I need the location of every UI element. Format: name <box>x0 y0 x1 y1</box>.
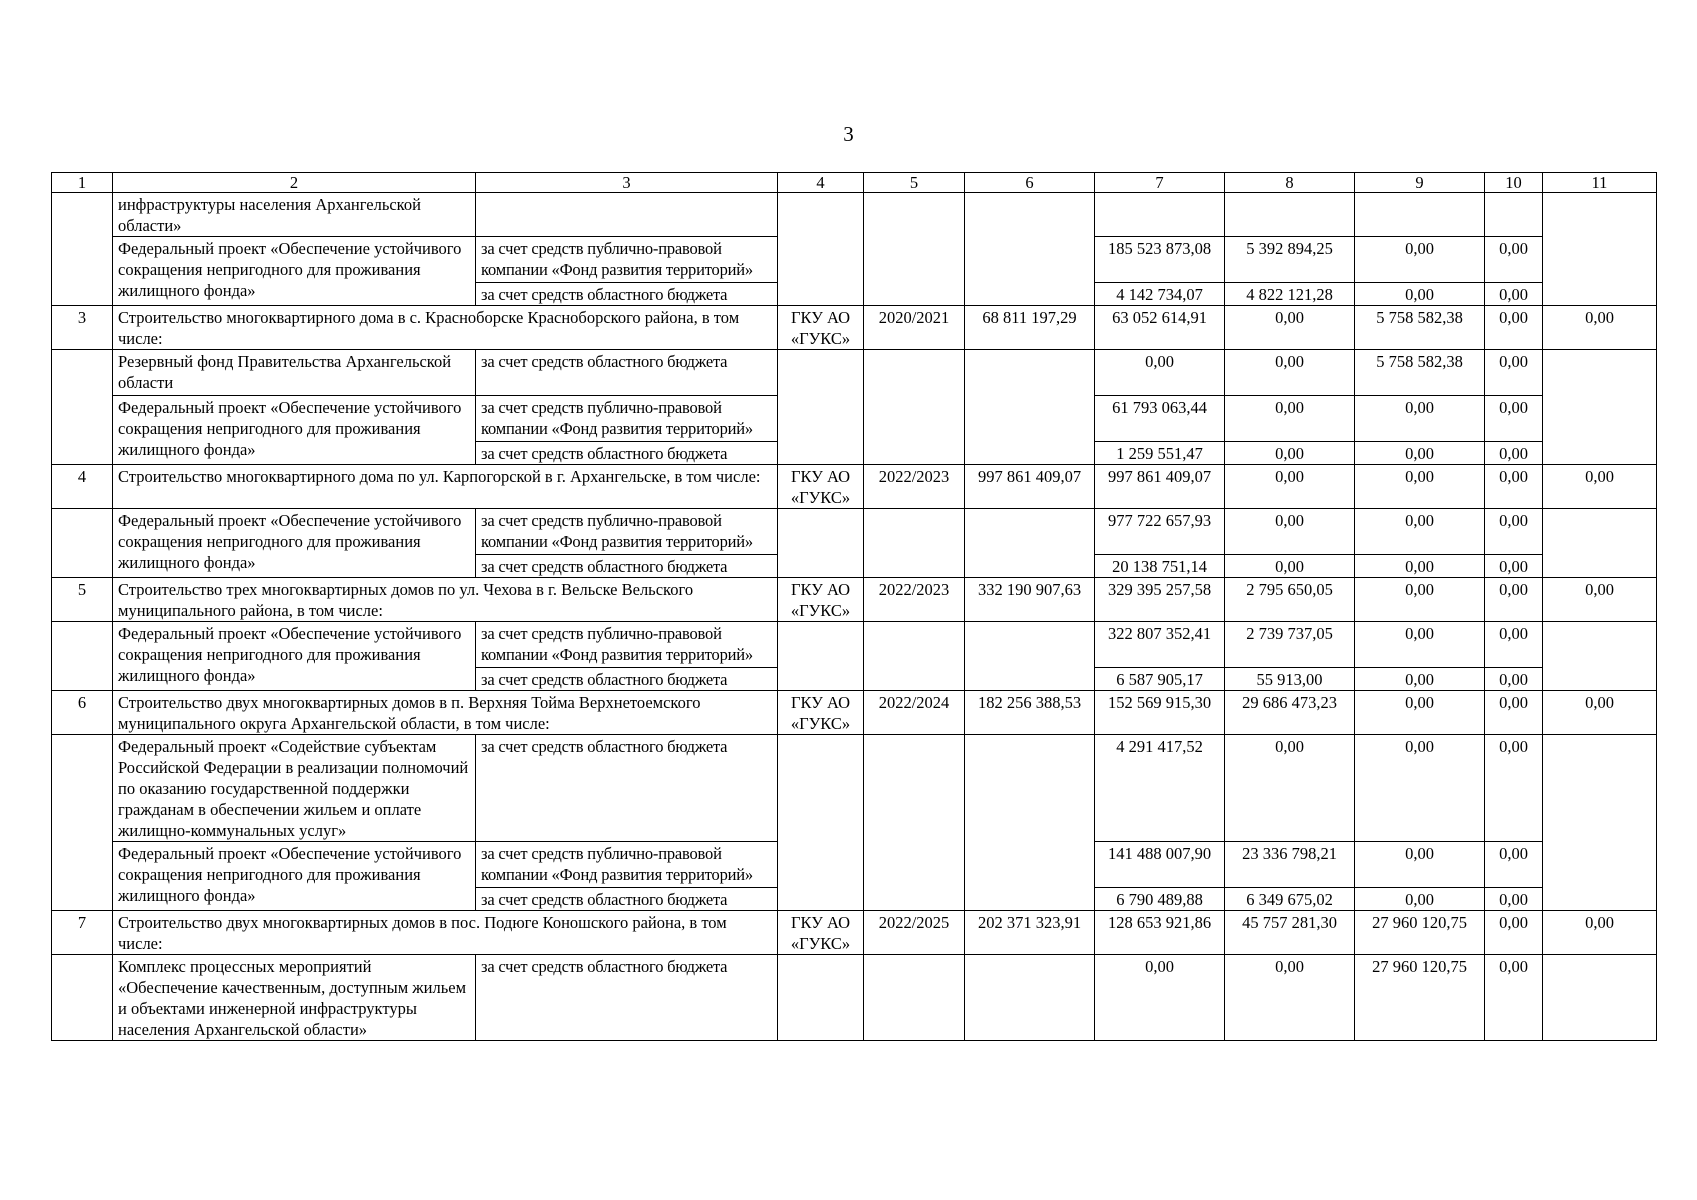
value-cell: 0,00 <box>1225 555 1355 578</box>
header-cell: 10 <box>1485 173 1543 193</box>
exec-cell <box>778 955 864 1041</box>
value-cell: 997 861 409,07 <box>1095 465 1225 509</box>
project-cell: Федеральный проект «Обеспечение устойчивого сокращения непригодного для проживания жилищного фонда» <box>113 509 476 578</box>
value-cell: 0,00 <box>1543 578 1657 622</box>
source-cell: за счет средств публично-правовой компании «Фонд развития территорий» <box>476 396 778 442</box>
table-row <box>52 622 1657 668</box>
value-cell: 0,00 <box>1485 955 1543 1041</box>
value-cell: 0,00 <box>1225 442 1355 465</box>
value-cell <box>1485 193 1543 237</box>
value-cell: 20 138 751,14 <box>1095 555 1225 578</box>
source-cell: за счет средств областного бюджета <box>476 283 778 306</box>
header-cell: 1 <box>52 173 113 193</box>
value-cell: 4 822 121,28 <box>1225 283 1355 306</box>
source-cell: за счет средств областного бюджета <box>476 955 778 1041</box>
period-cell: 2022/2023 <box>864 578 965 622</box>
table-row <box>52 578 1657 622</box>
total-cell <box>965 622 1095 691</box>
header-cell: 6 <box>965 173 1095 193</box>
value-cell: 0,00 <box>1355 888 1485 911</box>
exec-cell <box>778 509 864 578</box>
num-cell <box>52 955 113 1041</box>
total-cell: 68 811 197,29 <box>965 306 1095 350</box>
header-row <box>52 173 1657 193</box>
value-cell: 0,00 <box>1543 306 1657 350</box>
num-cell: 3 <box>52 306 113 350</box>
value-cell: 6 587 905,17 <box>1095 668 1225 691</box>
value-cell: 0,00 <box>1355 283 1485 306</box>
project-cell: Федеральный проект «Обеспечение устойчивого сокращения непригодного для проживания жилищного фонда» <box>113 622 476 691</box>
value-cell: 0,00 <box>1485 283 1543 306</box>
value-cell: 0,00 <box>1225 306 1355 350</box>
value-cell: 0,00 <box>1543 911 1657 955</box>
value-cell: 0,00 <box>1355 509 1485 555</box>
table-row <box>52 465 1657 509</box>
value-cell: 0,00 <box>1485 691 1543 735</box>
value-cell: 0,00 <box>1355 578 1485 622</box>
value-cell: 5 758 582,38 <box>1355 306 1485 350</box>
num-cell: 6 <box>52 691 113 735</box>
value-cell: 0,00 <box>1485 442 1543 465</box>
value-cell: 0,00 <box>1355 237 1485 283</box>
value-cell: 0,00 <box>1485 668 1543 691</box>
value-cell <box>1543 955 1657 1041</box>
value-cell: 29 686 473,23 <box>1225 691 1355 735</box>
value-cell <box>1543 735 1657 911</box>
exec-cell: ГКУ АО «ГУКС» <box>778 465 864 509</box>
source-cell: за счет средств областного бюджета <box>476 735 778 842</box>
exec-cell: ГКУ АО «ГУКС» <box>778 306 864 350</box>
table-row <box>52 306 1657 350</box>
source-cell <box>476 193 778 237</box>
source-cell: за счет средств областного бюджета <box>476 442 778 465</box>
period-cell: 2022/2025 <box>864 911 965 955</box>
value-cell: 185 523 873,08 <box>1095 237 1225 283</box>
title-cell: Строительство многоквартирного дома в с. Красноборске Красноборского района, в том числе: <box>113 306 778 350</box>
header-cell: 11 <box>1543 173 1657 193</box>
value-cell: 5 758 582,38 <box>1355 350 1485 396</box>
value-cell: 0,00 <box>1485 509 1543 555</box>
source-cell: за счет средств областного бюджета <box>476 555 778 578</box>
value-cell: 4 142 734,07 <box>1095 283 1225 306</box>
value-cell: 0,00 <box>1355 622 1485 668</box>
value-cell: 0,00 <box>1485 350 1543 396</box>
total-cell: 202 371 323,91 <box>965 911 1095 955</box>
exec-cell: ГКУ АО «ГУКС» <box>778 911 864 955</box>
value-cell: 0,00 <box>1355 442 1485 465</box>
source-cell: за счет средств публично-правовой компании «Фонд развития территорий» <box>476 842 778 888</box>
value-cell: 0,00 <box>1225 735 1355 842</box>
period-cell: 2022/2023 <box>864 465 965 509</box>
value-cell: 2 739 737,05 <box>1225 622 1355 668</box>
num-cell: 4 <box>52 465 113 509</box>
exec-cell <box>778 193 864 306</box>
budget-table <box>51 172 1657 1041</box>
exec-cell <box>778 622 864 691</box>
value-cell <box>1543 350 1657 465</box>
exec-cell: ГКУ АО «ГУКС» <box>778 578 864 622</box>
total-cell <box>965 955 1095 1041</box>
project-cell: Федеральный проект «Обеспечение устойчивого сокращения непригодного для проживания жилищного фонда» <box>113 237 476 306</box>
value-cell: 55 913,00 <box>1225 668 1355 691</box>
page-number: 3 <box>843 122 854 146</box>
period-cell <box>864 350 965 465</box>
table-row <box>52 350 1657 396</box>
header-cell: 2 <box>113 173 476 193</box>
table-row <box>52 509 1657 555</box>
header-cell: 5 <box>864 173 965 193</box>
source-cell: за счет средств областного бюджета <box>476 350 778 396</box>
source-cell: за счет средств публично-правовой компании «Фонд развития территорий» <box>476 237 778 283</box>
value-cell: 0,00 <box>1225 955 1355 1041</box>
value-cell: 0,00 <box>1355 668 1485 691</box>
value-cell: 0,00 <box>1225 350 1355 396</box>
num-cell <box>52 193 113 306</box>
header-cell: 3 <box>476 173 778 193</box>
title-cell: Строительство двух многоквартирных домов в пос. Подюге Коношского района, в том числе: <box>113 911 778 955</box>
total-cell: 332 190 907,63 <box>965 578 1095 622</box>
period-cell: 2020/2021 <box>864 306 965 350</box>
title-cell: Строительство многоквартирного дома по ул. Карпогорской в г. Архангельске, в том числе: <box>113 465 778 509</box>
project-cell: Резервный фонд Правительства Архангельской области <box>113 350 476 396</box>
period-cell <box>864 955 965 1041</box>
table-row <box>52 911 1657 955</box>
value-cell: 0,00 <box>1355 465 1485 509</box>
value-cell: 5 392 894,25 <box>1225 237 1355 283</box>
project-cell: Комплекс процессных мероприятий «Обеспечение качественным, доступным жильем и объектами инженерной инфраструктуры населения Архангельской области» <box>113 955 476 1041</box>
source-cell: за счет средств публично-правовой компании «Фонд развития территорий» <box>476 509 778 555</box>
value-cell: 329 395 257,58 <box>1095 578 1225 622</box>
period-cell: 2022/2024 <box>864 691 965 735</box>
value-cell: 977 722 657,93 <box>1095 509 1225 555</box>
total-cell: 997 861 409,07 <box>965 465 1095 509</box>
value-cell: 0,00 <box>1485 306 1543 350</box>
num-cell <box>52 735 113 911</box>
title-cell: Строительство трех многоквартирных домов по ул. Чехова в г. Вельске Вельского муниципального района, в том числе: <box>113 578 778 622</box>
project-cell: Федеральный проект «Обеспечение устойчивого сокращения непригодного для проживания жилищного фонда» <box>113 842 476 911</box>
header-cell: 9 <box>1355 173 1485 193</box>
value-cell: 128 653 921,86 <box>1095 911 1225 955</box>
title-cell: Строительство двух многоквартирных домов в п. Верхняя Тойма Верхнетоемского муниципального округа Архангельской области, в том числе: <box>113 691 778 735</box>
total-cell <box>965 350 1095 465</box>
value-cell: 1 259 551,47 <box>1095 442 1225 465</box>
value-cell: 6 349 675,02 <box>1225 888 1355 911</box>
total-cell <box>965 735 1095 911</box>
value-cell: 0,00 <box>1485 842 1543 888</box>
num-cell: 5 <box>52 578 113 622</box>
value-cell: 0,00 <box>1543 465 1657 509</box>
value-cell: 61 793 063,44 <box>1095 396 1225 442</box>
value-cell <box>1543 509 1657 578</box>
value-cell: 0,00 <box>1485 465 1543 509</box>
value-cell: 27 960 120,75 <box>1355 911 1485 955</box>
value-cell: 0,00 <box>1225 396 1355 442</box>
exec-cell <box>778 735 864 911</box>
project-cell: Федеральный проект «Обеспечение устойчивого сокращения непригодного для проживания жилищного фонда» <box>113 396 476 465</box>
period-cell <box>864 193 965 306</box>
name-cell: инфраструктуры населения Архангельской области» <box>113 193 476 237</box>
value-cell: 141 488 007,90 <box>1095 842 1225 888</box>
value-cell <box>1543 622 1657 691</box>
value-cell <box>1225 193 1355 237</box>
total-cell <box>965 193 1095 306</box>
value-cell: 6 790 489,88 <box>1095 888 1225 911</box>
value-cell <box>1543 193 1657 306</box>
table-row <box>52 955 1657 1041</box>
value-cell: 2 795 650,05 <box>1225 578 1355 622</box>
value-cell: 0,00 <box>1355 396 1485 442</box>
table-row <box>52 193 1657 237</box>
value-cell: 0,00 <box>1355 735 1485 842</box>
period-cell <box>864 509 965 578</box>
value-cell: 0,00 <box>1355 691 1485 735</box>
value-cell: 0,00 <box>1095 955 1225 1041</box>
num-cell <box>52 509 113 578</box>
total-cell: 182 256 388,53 <box>965 691 1095 735</box>
value-cell: 0,00 <box>1485 555 1543 578</box>
period-cell <box>864 735 965 911</box>
value-cell: 0,00 <box>1095 350 1225 396</box>
value-cell <box>1355 193 1485 237</box>
value-cell: 0,00 <box>1485 622 1543 668</box>
value-cell: 0,00 <box>1485 888 1543 911</box>
num-cell: 7 <box>52 911 113 955</box>
value-cell: 322 807 352,41 <box>1095 622 1225 668</box>
num-cell <box>52 350 113 465</box>
exec-cell: ГКУ АО «ГУКС» <box>778 691 864 735</box>
value-cell: 0,00 <box>1543 691 1657 735</box>
value-cell: 63 052 614,91 <box>1095 306 1225 350</box>
value-cell <box>1095 193 1225 237</box>
value-cell: 23 336 798,21 <box>1225 842 1355 888</box>
value-cell: 0,00 <box>1485 396 1543 442</box>
value-cell: 152 569 915,30 <box>1095 691 1225 735</box>
table-row <box>52 691 1657 735</box>
header-cell: 4 <box>778 173 864 193</box>
table-row <box>52 735 1657 842</box>
exec-cell <box>778 350 864 465</box>
period-cell <box>864 622 965 691</box>
value-cell: 45 757 281,30 <box>1225 911 1355 955</box>
source-cell: за счет средств областного бюджета <box>476 888 778 911</box>
value-cell: 0,00 <box>1485 237 1543 283</box>
value-cell: 0,00 <box>1485 735 1543 842</box>
value-cell: 0,00 <box>1485 911 1543 955</box>
project-cell: Федеральный проект «Содействие субъектам Российской Федерации в реализации полномочий по оказанию государственной поддержки гражданам в обеспечении жильем и оплате жилищно-коммунальных услуг» <box>113 735 476 842</box>
header-cell: 8 <box>1225 173 1355 193</box>
total-cell <box>965 509 1095 578</box>
header-cell: 7 <box>1095 173 1225 193</box>
value-cell: 0,00 <box>1225 465 1355 509</box>
source-cell: за счет средств областного бюджета <box>476 668 778 691</box>
value-cell: 0,00 <box>1355 555 1485 578</box>
num-cell <box>52 622 113 691</box>
value-cell: 4 291 417,52 <box>1095 735 1225 842</box>
value-cell: 27 960 120,75 <box>1355 955 1485 1041</box>
value-cell: 0,00 <box>1485 578 1543 622</box>
source-cell: за счет средств публично-правовой компании «Фонд развития территорий» <box>476 622 778 668</box>
value-cell: 0,00 <box>1355 842 1485 888</box>
value-cell: 0,00 <box>1225 509 1355 555</box>
